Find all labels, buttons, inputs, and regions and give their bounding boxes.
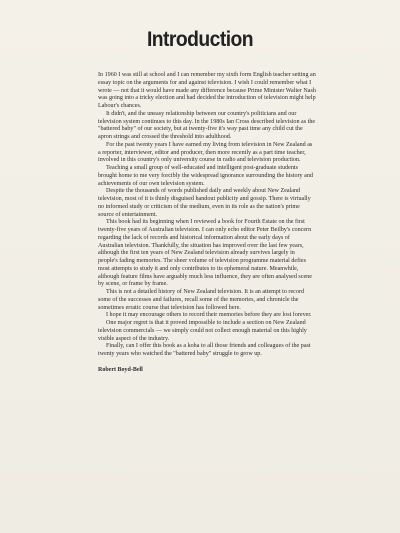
paragraph-2: It didn't, and the uneasy relationship between our country's politicians and our television system continues to this day. In the 1980s Ian Cross described television as the "battered baby" of our society, but at twenty-five it's way past time any child cut the apron strings and crossed the threshold into adulthood.: [98, 110, 316, 140]
page-title: Introduction: [146, 28, 254, 52]
paragraph-6: This book had its beginning when I reviewed a book for Fourth Estate on the first twenty-five years of Australian television. I can only echo editor Peter Beilby's concern regarding the lack of records and historical information about the early days of Australian television. Thankfully, the situation has improved over the last few years, although the first ten years of New Zealand television already survives largely in people's fading memories. The sheer volume of television programme material defies most attempts to study it and only contributes to its ephemeral nature. Meanwhile, although feature films have arguably much less influence, they are often analysed scene by scene, or frame by frame.: [98, 219, 312, 288]
paragraph-4: Teaching a small group of well-educated and intelligent post-graduate students brought home to me very forcibly the widespread ignorance surrounding the history and achievements of our own television system.: [98, 165, 313, 187]
introduction-body: [98, 72, 316, 375]
paragraph-8: I hope it may encourage others to record their memories before they are lost forever.: [106, 312, 312, 319]
paragraph-1: In 1960 I was still at school and I can remember my sixth form English teacher setting an essay topic on the arguments for and against television. I wish I could remember what I wrote — not that it would have made any difference because Prime Minister Walter Nash was going into a tricky election and had decided the introduction of television might help Labour's chances.: [98, 72, 316, 109]
paragraph-9: One major regret is that it proved impossible to include a section on New Zealand television commercials — we simply could not collect enough material on this highly visible aspect of the industry.: [98, 320, 307, 342]
paragraph-10: Finally, can I offer this book as a koha to all those friends and colleagues of the past twenty years who watched the "battered baby" struggle to grow up.: [98, 343, 311, 357]
author-signature: Robert Boyd-Bell: [98, 366, 143, 373]
paragraph-7: This is not a detailed history of New Zealand television. It is an attempt to record some of the successes and failures, recall some of the memories, and chronicle the sometimes erratic course that television has followed here.: [98, 289, 304, 311]
paragraph-5: Despite the thousands of words published daily and weekly about New Zealand television, most of it is thinly disguised handout publicity and gossip. There is virtually no informed study or criticism of the medium, even in its role as the nation's prime source of entertainment.: [98, 188, 311, 218]
paragraph-3: For the past twenty years I have earned my living from television in New Zealand as a reporter, interviewer, editor and producer, then more recently as a part time teacher, involved in this country's only university course in radio and television production.: [98, 141, 313, 164]
